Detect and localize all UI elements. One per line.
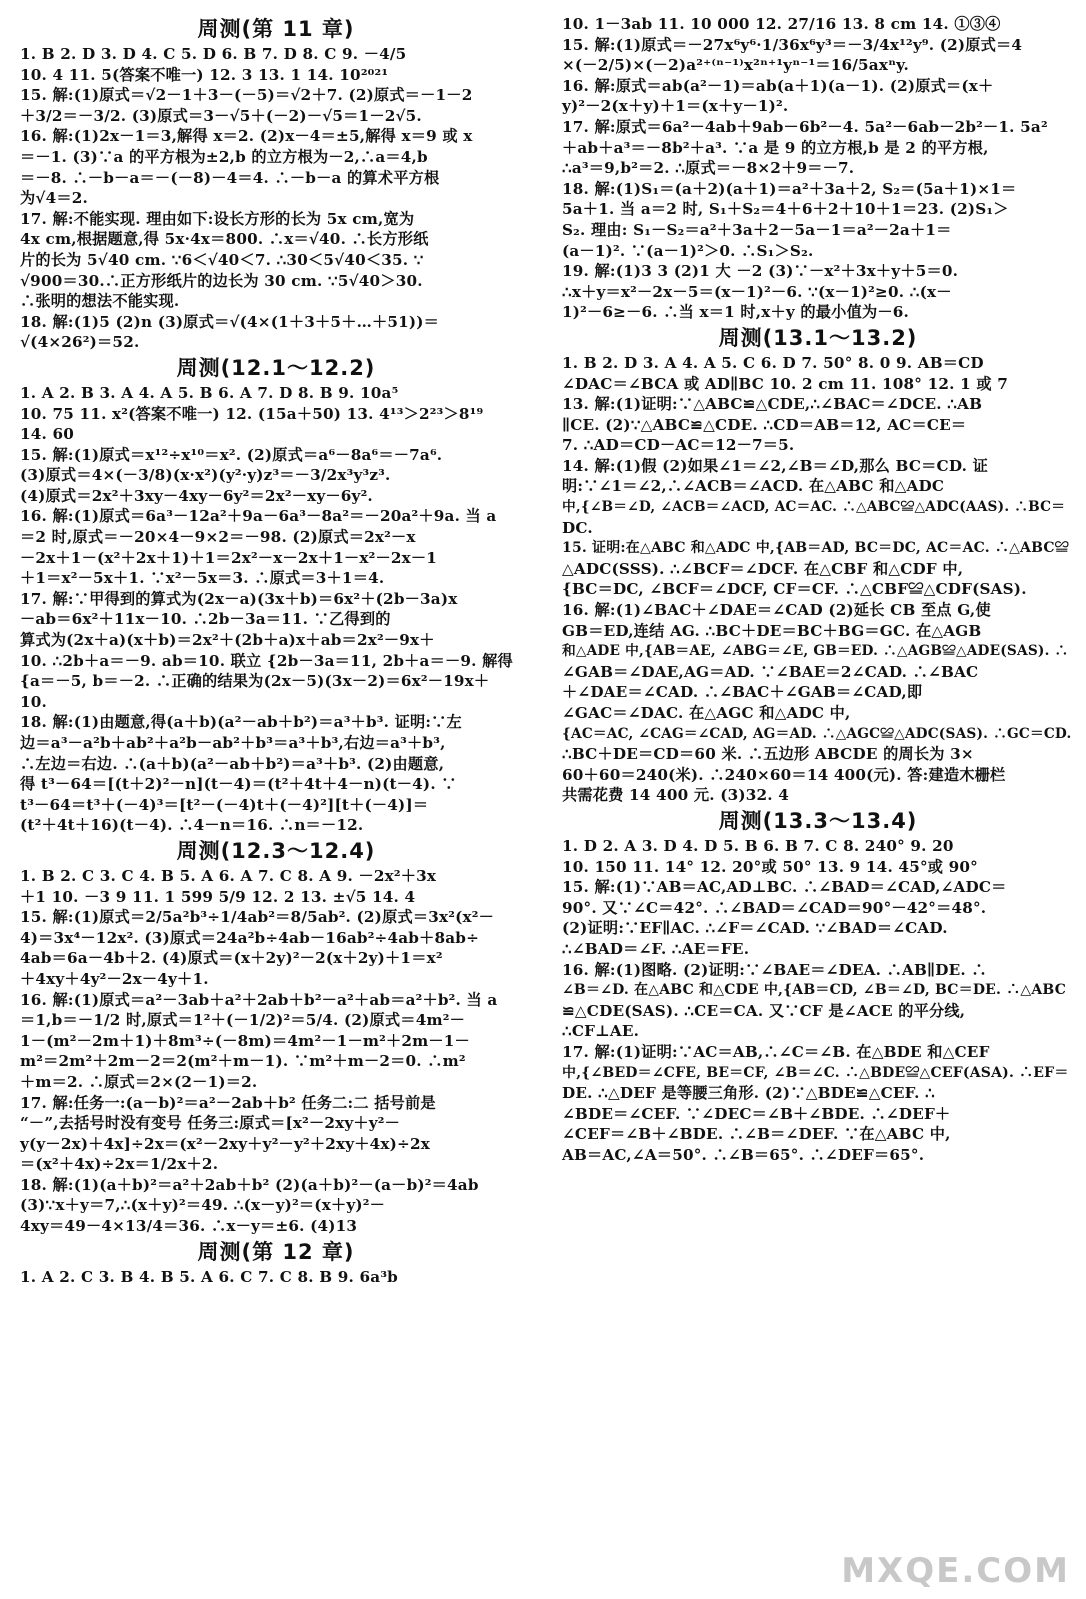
- answer-line: ＝2 时,原式＝－20×4－9×2＝－98. (2)原式＝2x²－x: [20, 528, 416, 547]
- answer-line: 15. 解:(1)原式＝－27x⁶y⁶·1/36x⁶y³＝－3/4x¹²y⁹. (2)原式＝4: [562, 35, 1023, 54]
- answer-line: ＝1,b＝－1/2 时,原式＝1²＋(－1/2)²＝5/4. (2)原式＝4m²－: [20, 1011, 465, 1030]
- answer-line: √900＝30.∴正方形纸片的边长为 30 cm. ∵5√40＞30.: [20, 271, 423, 290]
- answer-line: 共需花费 14 400 元. (3)32. 4: [562, 786, 790, 805]
- answer-line: ＋ab＋a³＝－8b²＋a³. ∵a 是 9 的立方根,b 是 2 的平方根,: [562, 138, 989, 157]
- answer-line: ＋4xy＋4y²－2x－4y＋1.: [20, 969, 209, 988]
- answer-line: “－”,去括号时没有变号 任务三:原式＝[x²－2xy＋y²－: [20, 1114, 401, 1133]
- right-column: [562, 14, 1074, 1165]
- answer-line: GB＝ED,连结 AG. ∴BC＋DE＝BC＋BG＝GC. 在△AGB: [562, 621, 982, 640]
- answer-line: ∠B＝∠D. 在△ABC 和△CDE 中,{AB＝CD, ∠B＝∠D, BC＝DE. ∴△ABC: [562, 982, 1067, 999]
- answer-line: ＝－8. ∴－b－a＝－(－8)－4＝4. ∴－b－a 的算术平方根: [20, 168, 440, 187]
- answer-line: 10. ∴2b＋a＝－9. ab＝10. 联立 {2b－3a＝11, 2b＋a＝－9. 解得: [20, 651, 513, 670]
- answer-line: ∴张明的想法不能实现.: [20, 292, 180, 311]
- section-title: 周测(13.3～13.4): [718, 808, 918, 833]
- answer-line: (3)原式＝4×(－3/8)(x·x²)(y²·y)z³＝－3/2x³y³z³.: [20, 466, 391, 485]
- section-title: 周测(第 11 章): [197, 17, 355, 41]
- answer-line: 16. 解:(1)原式＝a²－3ab＋a²＋2ab＋b²－a²＋ab＝a²＋b². 当 a: [20, 990, 498, 1009]
- answer-line: {AC＝AC, ∠CAG＝∠CAD, AG＝AD. ∴△AGC≌△ADC(SAS). ∴GC＝CD.: [562, 725, 1072, 742]
- answer-line: 16. 解:原式＝ab(a²－1)＝ab(a＋1)(a－1). (2)原式＝(x＋: [562, 76, 994, 95]
- answer-line: ∠DAC＝∠BCA 或 AD∥BC 10. 2 cm 11. 108° 12. 1 或 7: [562, 374, 1008, 393]
- answer-line: 4xy＝49－4×13/4＝36. ∴x－y＝±6. (4)13: [20, 1217, 358, 1236]
- answer-line: AB＝AC,∠A＝50°. ∴∠B＝65°. ∴∠DEF＝65°.: [562, 1145, 925, 1164]
- answer-line: 17. 解:(1)证明:∵AC＝AB,∴∠C＝∠B. 在△BDE 和△CEF: [562, 1042, 990, 1061]
- answer-line: 10.: [20, 692, 48, 711]
- answer-line: 17. 解:任务一:(a－b)²＝a²－2ab＋b² 任务二:二 括号前是: [20, 1093, 436, 1112]
- answer-line: 4)＝3x⁴－12x². (3)原式＝24a²b÷4ab－16ab²÷4ab＋8ab÷: [20, 928, 480, 947]
- answer-line: 15. 解:(1)原式＝√2－1＋3－(－5)＝√2＋7. (2)原式＝－1－2: [20, 86, 473, 105]
- answer-line: 90°. 又∵∠C＝42°. ∴∠BAD＝∠CAD＝90°－42°＝48°.: [562, 898, 987, 917]
- answer-line: ×(－2/5)×(－2)a²⁺⁽ⁿ⁻¹⁾x²ⁿ⁺¹yⁿ⁻¹＝16/5axⁿy.: [562, 56, 909, 75]
- answer-line: 1. B 2. D 3. A 4. A 5. C 6. D 7. 50° 8. 0 9. AB＝CD: [562, 353, 984, 372]
- answer-line: 16. 解:(1)图略. (2)证明:∵∠BAE＝∠DEA. ∴AB∥DE. ∴: [562, 960, 987, 979]
- answer-line: 17. 解:不能实现. 理由如下:设长方形的长为 5x cm,宽为: [20, 209, 415, 228]
- answer-line: ∠CEF＝∠B＋∠BDE. ∴∠B＝∠DEF. ∵在△ABC 中,: [562, 1125, 951, 1144]
- answer-line: 60＋60＝240(米). ∴240×60＝14 400(元). 答:建造木栅栏: [562, 765, 1006, 784]
- answer-line: －ab＝6x²＋11x－10. ∴2b－3a＝11. ∵乙得到的: [20, 610, 391, 629]
- answer-line: 16. 解:(1)∠BAC＋∠DAE＝∠CAD (2)延长 CB 至点 G,使: [562, 601, 991, 620]
- section-title: 周测(12.1～12.2): [176, 355, 376, 380]
- answer-line: 4x cm,根据题意,得 5x·4x＝800. ∴x＝√40. ∴长方形纸: [20, 230, 429, 249]
- answer-line: 10. 1－3ab 11. 10 000 12. 27/16 13. 8 cm 14. ①③④: [562, 15, 1001, 33]
- section-title: 周测(12.3～12.4): [176, 838, 376, 863]
- answer-line: ∴∠BAD＝∠F. ∴AE＝FE.: [562, 939, 750, 958]
- answer-line: 15. 解:(1)∵AB＝AC,AD⊥BC. ∴∠BAD＝∠CAD,∠ADC＝: [562, 878, 1007, 897]
- answer-line: ＋m＝2. ∴原式＝2×(2－1)＝2.: [20, 1072, 258, 1091]
- answer-line: ＝(x²＋4x)÷2x＝1/2x＋2.: [20, 1155, 219, 1174]
- answer-line: (a－1)². ∵(a－1)²＞0. ∴S₁＞S₂.: [562, 241, 814, 260]
- answer-line: 15. 解:(1)原式＝2/5a²b³÷1/4ab²＝8/5ab². (2)原式＝3x²(x²－: [20, 908, 494, 927]
- answer-line: (t²＋4t＋16)(t－4). ∴4－n＝16. ∴n＝－12.: [20, 816, 364, 835]
- answer-line: 中,{∠B＝∠D, ∠ACB＝∠ACD, AC＝AC. ∴△ABC≌△ADC(AAS). ∴BC＝: [562, 499, 1066, 516]
- answer-line: ＋∠DAE＝∠CAD. ∴∠BAC＋∠GAB＝∠CAD,即: [562, 683, 923, 702]
- answer-line: ∴a³＝9,b²＝2. ∴原式＝－8×2＋9＝－7.: [562, 159, 855, 178]
- section-title: 周测(13.1～13.2): [718, 325, 918, 350]
- answer-line: 16. 解:(1)原式＝6a³－12a²＋9a－6a³－8a²＝－20a²＋9a. 当 a: [20, 507, 497, 526]
- answer-line: ∠BDE＝∠CEF. ∵∠DEC＝∠B＋∠BDE. ∴∠DEF＋: [562, 1104, 951, 1123]
- answer-line: 14. 60: [20, 425, 75, 444]
- answer-line: 和△ADE 中,{AB＝AE, ∠ABG＝∠E, GB＝ED. ∴△AGB≌△ADE(SAS). ∴: [562, 643, 1069, 660]
- answer-line: 1. A 2. B 3. A 4. A 5. B 6. A 7. D 8. B 9. 10a⁵: [20, 383, 399, 402]
- answer-line: ＋1＝x²－5x＋1. ∵x²－5x＝3. ∴原式＝3＋1＝4.: [20, 569, 385, 588]
- answer-line: {BC＝DC, ∠BCF＝∠DCF, CF＝CF. ∴△CBF≌△CDF(SAS).: [562, 580, 1027, 599]
- section-title: 周测(第 12 章): [197, 1239, 355, 1264]
- watermark: MXQE.COM: [841, 1551, 1070, 1591]
- answer-line: √(4×26²)＝52.: [20, 333, 140, 352]
- answer-line: 14. 解:(1)假 (2)如果∠1＝∠2,∠B＝∠D,那么 BC＝CD. 证: [562, 456, 989, 475]
- answer-line: 算式为(2x＋a)(x＋b)＝2x²＋(2b＋a)x＋ab＝2x²－9x＋: [20, 631, 435, 650]
- answer-line: 7. ∴AD＝CD－AC＝12－7＝5.: [562, 436, 795, 455]
- answer-line: DE. ∴△DEF 是等腰三角形. (2)∵△BDE≌△CEF. ∴: [562, 1084, 935, 1103]
- answer-line: ∠GAB＝∠DAE,AG＝AD. ∵∠BAE＝2∠CAD. ∴∠BAC: [562, 662, 979, 681]
- answer-line: 1－(m²－2m＋1)＋8m³÷(－8m)＝4m²－1－m²＋2m－1－: [20, 1031, 470, 1050]
- answer-line: 19. 解:(1)3 3 (2)1 大 －2 (3)∵－x²＋3x＋y＋5＝0.: [562, 262, 959, 281]
- answer-line: 片的长为 5√40 cm. ∵6＜√40＜7. ∴30＜5√40＜35. ∵: [20, 250, 424, 269]
- answer-line: ∠GAC＝∠DAC. 在△AGC 和△ADC 中,: [562, 704, 851, 722]
- answer-line: 17. 解:原式＝6a²－4ab＋9ab－6b²－4. 5a²－6ab－2b²－1. 5a²: [562, 117, 1048, 136]
- answer-line: 得 t³－64＝[(t＋2)²－n](t－4)＝(t²＋4t＋4－n)(t－4). ∵: [20, 775, 457, 794]
- answer-line: 18. 解:(1)S₁＝(a＋2)(a＋1)＝a²＋3a＋2, S₂＝(5a＋1)×1＝: [562, 179, 1017, 198]
- answer-line: 1. B 2. D 3. D 4. C 5. D 6. B 7. D 8. C 9. －4/5: [20, 45, 407, 63]
- answer-line: {a＝－5, b＝－2. ∴正确的结果为(2x－5)(3x－2)＝6x²－19x＋: [20, 672, 490, 691]
- answer-line: ∴左边＝右边. ∴(a＋b)(a²－ab＋b²)＝a³＋b³. (2)由题意,: [20, 754, 445, 773]
- answer-line: (3)∵x＋y＝7,∴(x＋y)²＝49. ∴(x－y)²＝(x＋y)²－: [20, 1196, 385, 1215]
- answer-line: ＋3/2＝－3/2. (3)原式＝3－√5＋(－2)－√5＝1－2√5.: [20, 106, 422, 125]
- answer-line: 15. 证明:在△ABC 和△ADC 中,{AB＝AD, BC＝DC, AC＝AC. ∴△ABC≌: [562, 540, 1069, 557]
- answer-line: 明:∵∠1＝∠2,∴∠ACB＝∠ACD. 在△ABC 和△ADC: [562, 477, 945, 496]
- answer-line: 13. 解:(1)证明:∵△ABC≌△CDE,∴∠BAC＝∠DCE. ∴AB: [562, 395, 983, 414]
- answer-line: 10. 75 11. x²(答案不唯一) 12. (15a＋50) 13. 4¹³＞2²³＞8¹⁹: [20, 404, 484, 423]
- answer-line: ∴x＋y＝x²－2x－5＝(x－1)²－6. ∵(x－1)²≥0. ∴(x－: [562, 282, 952, 301]
- answer-line: t³－64＝t³＋(－4)³＝[t²－(－4)t＋(－4)²][t＋(－4)]＝: [20, 795, 429, 814]
- answer-line: ＝－1. (3)∵a 的平方根为±2,b 的立方根为－2,∴a＝4,b: [20, 147, 428, 166]
- answer-line: ≌△CDE(SAS). ∴CE＝CA. 又∵CF 是∠ACE 的平分线,: [562, 1001, 966, 1020]
- answer-line: ∴BC＋DE＝CD＝60 米. ∴五边形 ABCDE 的周长为 3×: [562, 745, 974, 764]
- answer-line: 边＝a³－a²b＋ab²＋a²b－ab²＋b³＝a³＋b³,右边＝a³＋b³,: [20, 734, 446, 752]
- answer-line: 18. 解:(1)5 (2)n (3)原式＝√(4×(1＋3＋5＋…＋51))＝: [20, 312, 440, 331]
- answer-line: 17. 解:∵甲得到的算式为(2x－a)(3x＋b)＝6x²＋(2b－3a)x: [20, 589, 458, 608]
- left-column: [20, 14, 532, 1287]
- answer-line: △ADC(SSS). ∴∠BCF＝∠DCF. 在△CBF 和△CDF 中,: [562, 559, 964, 578]
- answer-line: 10. 4 11. 5(答案不唯一) 12. 3 13. 1 14. 10²⁰²¹: [20, 65, 389, 84]
- answer-line: S₂. 理由: S₁－S₂＝a²＋3a＋2－5a－1＝a²－2a＋1＝: [562, 220, 952, 239]
- answer-line: ∥CE. (2)∵△ABC≌△CDE. ∴CD＝AB＝12, AC＝CE＝: [562, 415, 967, 434]
- answer-line: 4ab＝6a－4b＋2. (4)原式＝(x＋2y)²－2(x＋2y)＋1＝x²: [20, 949, 443, 968]
- answer-line: 15. 解:(1)原式＝x¹²÷x¹⁰＝x². (2)原式＝a⁶－8a⁶＝－7a⁶.: [20, 445, 443, 464]
- answer-line: 5a＋1. 当 a＝2 时, S₁＋S₂＝4＋6＋2＋10＋1＝23. (2)S₁＞: [562, 200, 1009, 219]
- answer-line: 为√4＝2.: [20, 189, 88, 208]
- answer-line: 18. 解:(1)由题意,得(a＋b)(a²－ab＋b²)＝a³＋b³. 证明:∵左: [20, 713, 462, 732]
- answer-line: ＋1 10. －3 9 11. 1 599 5/9 12. 2 13. ±√5 14. 4: [20, 887, 416, 906]
- answer-line: 10. 150 11. 14° 12. 20°或 50° 13. 9 14. 45°或 90°: [562, 857, 978, 876]
- answer-line: 中,{∠BED＝∠CFE, BE＝CF, ∠B＝∠C. ∴△BDE≌△CEF(ASA). ∴EF＝: [562, 1064, 1069, 1081]
- answer-line: y(y－2x)＋4x]÷2x＝(x²－2xy＋y²－y²＋2xy＋4x)÷2x: [20, 1134, 430, 1153]
- answer-line: m²＝2m²＋2m－2＝2(m²＋m－1). ∵m²＋m－2＝0. ∴m²: [20, 1052, 466, 1071]
- answer-line: 1)²－6≥－6. ∴当 x＝1 时,x＋y 的最小值为－6.: [562, 303, 909, 322]
- answer-line: ∴CF⊥AE.: [562, 1022, 640, 1041]
- answer-line: 18. 解:(1)(a＋b)²＝a²＋2ab＋b² (2)(a＋b)²－(a－b)²＝4ab: [20, 1175, 479, 1194]
- answer-line: y)²－2(x＋y)＋1＝(x＋y－1)².: [562, 97, 789, 116]
- answer-line: (2)证明:∵EF∥AC. ∴∠F＝∠CAD. ∵∠BAD＝∠CAD.: [562, 919, 948, 938]
- answer-line: DC.: [562, 518, 593, 537]
- answer-line: －2x＋1－(x²＋2x＋1)＋1＝2x²－x－2x＋1－x²－2x－1: [20, 548, 438, 567]
- answer-line: 1. D 2. A 3. D 4. D 5. B 6. B 7. C 8. 240° 9. 20: [562, 836, 954, 855]
- answer-line: 1. B 2. C 3. C 4. B 5. A 6. A 7. C 8. A 9. －2x²＋3x: [20, 866, 437, 885]
- answer-line: (4)原式＝2x²＋3xy－4xy－6y²＝2x²－xy－6y².: [20, 486, 373, 505]
- answer-line: 1. A 2. C 3. B 4. B 5. A 6. C 7. C 8. B 9. 6a³b: [20, 1267, 399, 1286]
- answer-line: 16. 解:(1)2x－1＝3,解得 x＝2. (2)x－4＝±5,解得 x＝9 或 x: [20, 127, 473, 146]
